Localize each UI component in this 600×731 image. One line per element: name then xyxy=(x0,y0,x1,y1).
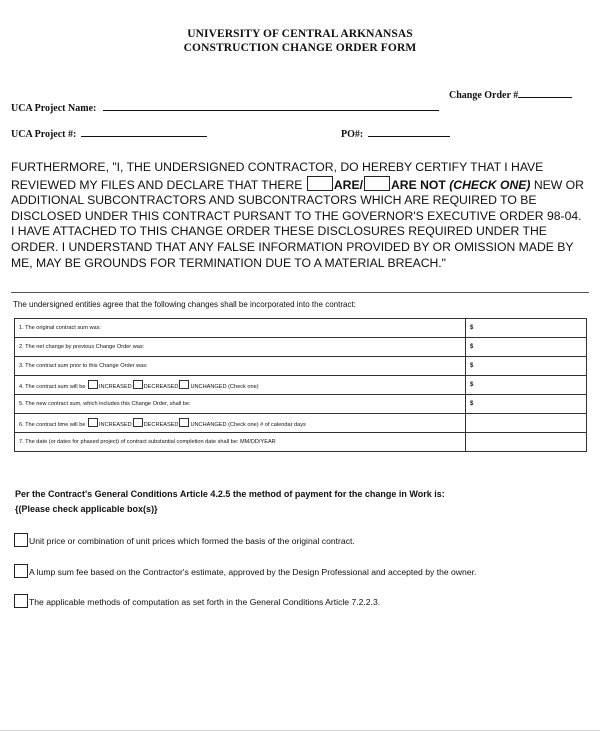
change-order-line[interactable] xyxy=(518,88,572,98)
are-label: ARE/ xyxy=(333,177,363,192)
check-one-label: (CHECK ONE) xyxy=(449,177,531,192)
unit-price-checkbox[interactable] xyxy=(14,533,28,547)
payment-subheading: {(Please check applicable box(s)} xyxy=(15,504,158,514)
time-unchanged-checkbox[interactable] xyxy=(179,418,189,427)
option-label: A lump sum fee based on the Contractor's estimate, approved by the Design Professional and accepted by the owner. xyxy=(29,567,477,577)
po-field[interactable] xyxy=(341,127,450,140)
certification-text-1: FURTHERMORE, "I, THE UNDERSIGNED CONTRACTOR, DO HEREBY CERTIFY THAT I HAVE REVIEWED MY FILES AND DECLARE THAT THERE xyxy=(11,160,544,192)
project-number-line[interactable] xyxy=(81,127,207,137)
check-one-note: (Check one) xyxy=(228,384,259,390)
row-label: 7. The date (or dates for phased project) of contract substantial completion date shall be: MM/DD/YEAR xyxy=(15,433,466,452)
days-cell[interactable] xyxy=(466,414,587,433)
payment-option[interactable] xyxy=(14,533,355,547)
table-row xyxy=(15,414,587,433)
po-label: PO#: xyxy=(341,129,364,140)
date-cell[interactable] xyxy=(466,433,587,452)
row6-suffix: (Check one) # of calendar days xyxy=(228,422,306,428)
row-label: 3. The contract sum prior to this Change Order was: xyxy=(15,357,466,376)
are-checkbox[interactable] xyxy=(307,176,333,191)
contractor-certification xyxy=(11,160,586,271)
project-number-label: UCA Project #: xyxy=(11,129,77,140)
certification-text-2: NEW OR ADDITIONAL SUBCONTRACTORS AND SUBCONTRACTORS WHICH ARE REQUIRED TO BE DISCLOSED UNDER THIS CONTRACT PURSANT TO THE GOVERNOR'S EXECUTIVE ORDER 98-04. I HAVE ATTACHED TO THIS CHANGE ORDER THESE DISCLOSURES REQUIRED UNDER THE ORDER. I UNDERSTAND THAT ANY FALSE INFORMATION PROVIDED BY OR OMISSION MADE BY ME, MAY BE GROUNDS FOR TERMINATION DUE TO A MATERIAL BREACH." xyxy=(11,177,584,270)
computation-checkbox[interactable] xyxy=(14,594,28,608)
option-label: Unit price or combination of unit prices which formed the basis of the original contract. xyxy=(29,536,355,546)
decreased-label: DECREASED xyxy=(143,384,179,390)
form-title: CONSTRUCTION CHANGE ORDER FORM xyxy=(183,42,417,54)
project-number-field[interactable] xyxy=(11,127,207,140)
lump-sum-checkbox[interactable] xyxy=(14,564,28,578)
dollar-sign: $ xyxy=(470,382,474,388)
change-order-label: Change Order # xyxy=(449,90,519,101)
option-label: The applicable methods of computation as set forth in the General Conditions Article 7.2.2.3. xyxy=(29,597,381,607)
table-row xyxy=(15,433,587,452)
amount-cell[interactable] xyxy=(466,357,587,376)
increased-label: INCREASED xyxy=(99,422,132,428)
changes-intro: The undersigned entities agree that the following changes shall be incorporated into the contract: xyxy=(13,300,356,309)
amount-cell[interactable] xyxy=(466,338,587,357)
project-name-label: UCA Project Name: xyxy=(11,103,97,114)
amount-cell[interactable] xyxy=(466,319,587,338)
decreased-label: DECREASED xyxy=(143,422,179,428)
payment-heading: Per the Contract's General Conditions Article 4.2.5 the method of payment for the change in Work is: xyxy=(15,489,445,499)
section-divider xyxy=(11,292,589,293)
dollar-sign: $ xyxy=(470,325,474,331)
row6-prefix: 6. The contract time will be xyxy=(19,422,86,428)
time-decreased-checkbox[interactable] xyxy=(133,418,143,427)
row-label: 1. The original contract sum was: xyxy=(15,319,466,338)
table-row xyxy=(15,319,587,338)
unchanged-label: UNCHANGED xyxy=(190,384,227,390)
project-name-field[interactable] xyxy=(11,101,439,114)
amount-cell[interactable] xyxy=(466,395,587,414)
row4-prefix: 4. The contract sum will be xyxy=(19,384,86,390)
table-row xyxy=(15,395,587,414)
increased-label: INCREASED xyxy=(99,384,132,390)
dollar-sign: $ xyxy=(470,363,474,369)
time-increased-checkbox[interactable] xyxy=(88,418,98,427)
dollar-sign: $ xyxy=(470,344,474,350)
amount-cell[interactable] xyxy=(466,376,587,395)
unchanged-label: UNCHANGED xyxy=(190,422,227,428)
payment-option[interactable] xyxy=(14,564,476,578)
decreased-checkbox[interactable] xyxy=(133,380,143,389)
row-label xyxy=(15,376,466,395)
table-row xyxy=(15,357,587,376)
row-label: 5. The new contract sum, which includes this Change Order, shall be: xyxy=(15,395,466,414)
are-not-checkbox[interactable] xyxy=(364,176,390,191)
increased-checkbox[interactable] xyxy=(88,380,98,389)
dollar-sign: $ xyxy=(470,401,474,407)
row-label: 2. The net change by previous Change Order was: xyxy=(15,338,466,357)
row-label xyxy=(15,414,466,433)
university-name: UNIVERSITY OF CENTRAL ARKNANSAS xyxy=(187,28,413,40)
changes-table xyxy=(14,318,587,452)
table-row xyxy=(15,338,587,357)
payment-option[interactable] xyxy=(14,594,380,608)
are-not-label: ARE NOT xyxy=(390,177,446,192)
change-order-field[interactable] xyxy=(449,88,572,101)
project-name-line[interactable] xyxy=(103,101,439,111)
po-line[interactable] xyxy=(368,127,450,137)
table-row xyxy=(15,376,587,395)
unchanged-checkbox[interactable] xyxy=(179,380,189,389)
